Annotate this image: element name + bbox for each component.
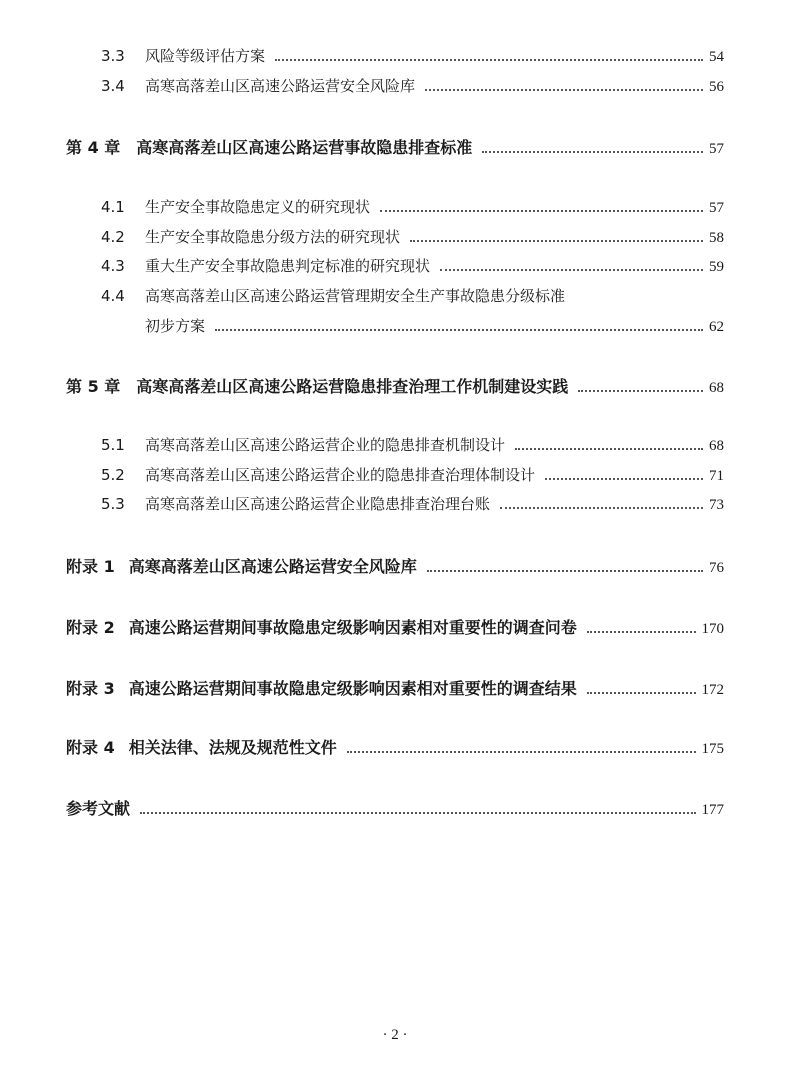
toc-entry-4-4[interactable] xyxy=(101,285,724,309)
section-number: 4.3 xyxy=(101,257,125,275)
section-title: 风险等级评估方案 xyxy=(145,47,266,65)
chapter-title: 高寒高落差山区高速公路运营隐患排查治理工作机制建设实践 xyxy=(136,377,569,396)
dot-leader xyxy=(587,691,696,694)
section-title: 高寒高落差山区高速公路运营安全风险库 xyxy=(145,77,416,95)
section-number: 4.1 xyxy=(101,198,125,216)
section-title: 生产安全事故隐患分级方法的研究现状 xyxy=(145,228,401,246)
toc-entry-5-1[interactable] xyxy=(101,434,724,458)
toc-chapter-5[interactable] xyxy=(66,374,724,398)
page-number: 68 xyxy=(709,380,724,396)
section-title: 高寒高落差山区高速公路运营管理期安全生产事故隐患分级标准 xyxy=(145,287,566,305)
section-number: 4.2 xyxy=(101,228,125,246)
page-number: 76 xyxy=(709,560,724,576)
toc-appendix-2[interactable] xyxy=(66,615,724,639)
dot-leader xyxy=(587,630,696,633)
appendix-title: 高速公路运营期间事故隐患定级影响因素相对重要性的调查结果 xyxy=(128,679,577,698)
page-number: 57 xyxy=(709,141,724,157)
section-number: 4.4 xyxy=(101,287,125,305)
dot-leader xyxy=(500,506,703,509)
page-number: 177 xyxy=(701,802,724,818)
dot-leader xyxy=(347,750,696,753)
section-title: 高寒高落差山区高速公路运营企业的隐患排查治理体制设计 xyxy=(145,466,536,484)
toc-entry-4-2[interactable] xyxy=(101,226,724,250)
page-number: 57 xyxy=(709,200,724,216)
appendix-title: 相关法律、法规及规范性文件 xyxy=(128,738,337,757)
page-number: 58 xyxy=(709,230,724,246)
page-number: 59 xyxy=(709,259,724,275)
page-number: 68 xyxy=(709,438,724,454)
dot-leader xyxy=(515,447,703,450)
toc-entry-3-4[interactable] xyxy=(101,75,724,99)
dot-leader xyxy=(545,477,703,480)
dot-leader xyxy=(410,239,703,242)
references-title: 参考文献 xyxy=(66,799,131,818)
toc-chapter-4[interactable] xyxy=(66,135,724,159)
dot-leader xyxy=(380,209,703,212)
toc-entry-4-4-continued[interactable] xyxy=(145,315,724,339)
appendix-number: 附录 3 xyxy=(66,679,115,698)
appendix-number: 附录 2 xyxy=(66,618,115,637)
section-title: 重大生产安全事故隐患判定标准的研究现状 xyxy=(145,257,431,275)
dot-leader xyxy=(215,328,703,331)
section-number: 5.2 xyxy=(101,466,125,484)
dot-leader xyxy=(275,58,703,61)
page-number: 71 xyxy=(709,468,724,484)
toc-appendix-1[interactable] xyxy=(66,554,724,578)
page-number: 172 xyxy=(701,682,724,698)
toc-entry-4-1[interactable] xyxy=(101,196,724,220)
appendix-title: 高寒高落差山区高速公路运营安全风险库 xyxy=(128,557,417,576)
section-number: 5.1 xyxy=(101,436,125,454)
appendix-number: 附录 1 xyxy=(66,557,115,576)
section-number: 5.3 xyxy=(101,495,125,513)
page-number: 170 xyxy=(701,621,724,637)
section-title: 高寒高落差山区高速公路运营企业的隐患排查机制设计 xyxy=(145,436,506,454)
toc-entry-3-3[interactable] xyxy=(101,45,724,69)
dot-leader xyxy=(578,389,703,392)
appendix-number: 附录 4 xyxy=(66,738,115,757)
chapter-number: 第 4 章 xyxy=(66,138,121,157)
dot-leader xyxy=(482,150,703,153)
dot-leader xyxy=(140,811,695,814)
page-number: 73 xyxy=(709,497,724,513)
appendix-title: 高速公路运营期间事故隐患定级影响因素相对重要性的调查问卷 xyxy=(128,618,577,637)
page-number: 56 xyxy=(709,79,724,95)
chapter-title: 高寒高落差山区高速公路运营事故隐患排查标准 xyxy=(136,138,473,157)
section-number: 3.4 xyxy=(101,77,125,95)
toc-appendix-3[interactable] xyxy=(66,676,724,700)
page-number: 175 xyxy=(701,741,724,757)
dot-leader xyxy=(440,268,703,271)
toc-entry-4-3[interactable] xyxy=(101,255,724,279)
dot-leader xyxy=(425,88,703,91)
toc-entry-5-2[interactable] xyxy=(101,464,724,488)
section-title: 生产安全事故隐患定义的研究现状 xyxy=(145,198,371,216)
section-title: 高寒高落差山区高速公路运营企业隐患排查治理台账 xyxy=(145,495,491,513)
page-number: 54 xyxy=(709,49,724,65)
toc-appendix-4[interactable] xyxy=(66,735,724,759)
section-number: 3.3 xyxy=(101,47,125,65)
toc-references[interactable] xyxy=(66,796,724,820)
chapter-number: 第 5 章 xyxy=(66,377,121,396)
toc-entry-5-3[interactable] xyxy=(101,493,724,517)
page-number: 62 xyxy=(709,319,724,335)
dot-leader xyxy=(427,569,703,572)
page-footer-number: · 2 · xyxy=(382,1027,408,1043)
section-title-continued: 初步方案 xyxy=(145,317,206,335)
